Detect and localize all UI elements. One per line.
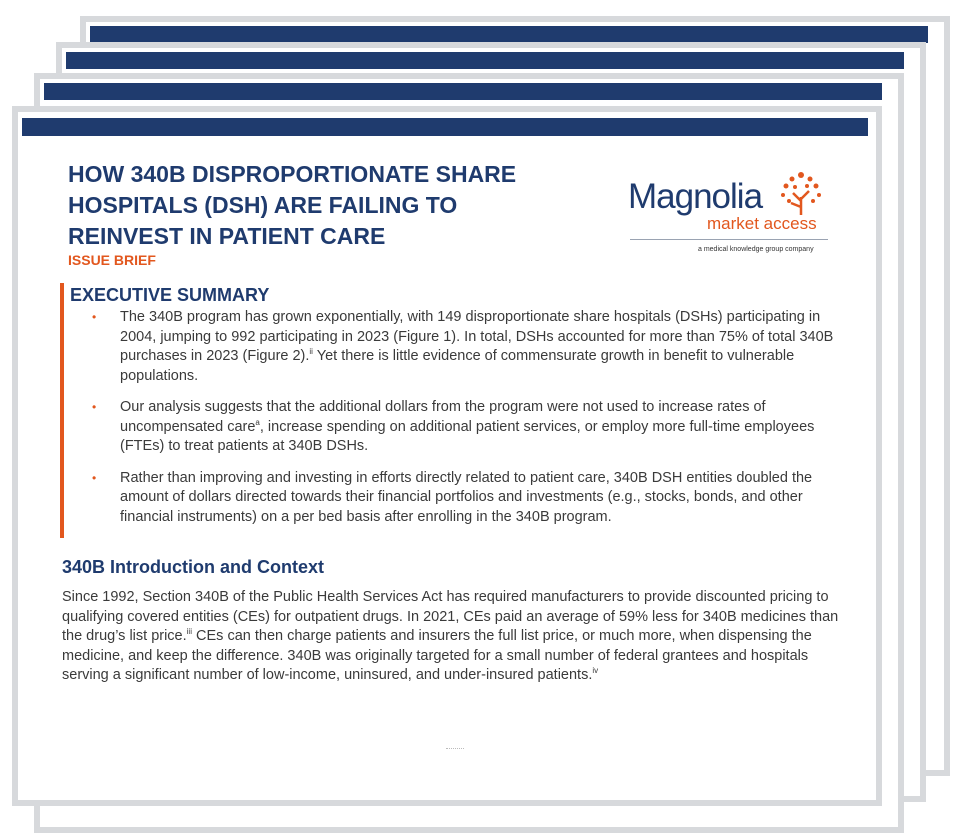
paragraph-text: Since 1992, Section 340B of the Public Health Services Act has required manufacturers to provide discounted pricing to qualifying covered entities (CEs) for outpatient drugs. In 2021, CEs paid an average of 59% less for 340B medicines than the drug’s list price. bbox=[62, 589, 839, 644]
magnolia-logo bbox=[628, 167, 838, 262]
list-item bbox=[90, 469, 850, 528]
bullet-text: Rather than improving and investing in efforts directly related to patient care, 340B DSH entities doubled the amount of dollars directed towards their financial portfolios and investments (e.g., stocks, bonds, and other financial instruments) on a per bed basis after enrolling in the 340B program. bbox=[120, 469, 813, 525]
logo-wordmark: Magnolia bbox=[628, 177, 763, 216]
list-item bbox=[90, 308, 850, 386]
intro-paragraph bbox=[62, 588, 852, 686]
bullet-icon: • bbox=[92, 310, 97, 324]
executive-summary-heading: EXECUTIVE SUMMARY bbox=[70, 285, 270, 305]
bullet-icon: • bbox=[92, 470, 97, 485]
logo-subtitle: market access bbox=[707, 214, 817, 233]
page-content bbox=[18, 112, 876, 800]
document-title bbox=[68, 159, 588, 252]
logo-divider bbox=[630, 239, 828, 240]
bullet-text: The 340B program has grown exponentially, with 149 disproportionate share hospitals (DSHs) participating in 2004, jumping to 992 participating in 2023 (Figure 1). In total, DSHs accounted for more than 75% of total 340B purchases in 2023 (Figure 2). bbox=[120, 309, 834, 364]
bullet-text: Our analysis suggests that the additional dollars from the program were not used to increase rates of uncompensated care bbox=[120, 399, 766, 435]
document-subtitle: ISSUE BRIEF bbox=[68, 252, 156, 268]
section-heading: 340B Introduction and Context bbox=[62, 557, 325, 577]
footnote-ref: iii bbox=[186, 627, 192, 637]
footnote-ref: iv bbox=[592, 666, 599, 676]
page-number-mark bbox=[446, 748, 464, 753]
tree-icon bbox=[771, 167, 831, 217]
title-line: REINVEST IN PATIENT CARE bbox=[68, 223, 386, 249]
footnote-ref: a bbox=[255, 417, 260, 427]
footnote-ref: ii bbox=[309, 347, 313, 357]
bullet-icon: • bbox=[92, 400, 97, 414]
front-page bbox=[12, 106, 882, 806]
page-header-bar bbox=[44, 83, 882, 100]
list-item bbox=[90, 398, 850, 457]
page-header-bar bbox=[66, 52, 904, 69]
executive-summary-list bbox=[90, 308, 850, 539]
bullet-text: Yet there is little evidence of commensurate growth in benefit to vulnerable populations. bbox=[120, 348, 795, 384]
title-line: HOSPITALS (DSH) ARE FAILING TO bbox=[68, 192, 458, 218]
paragraph-text: CEs can then charge patients and insurers the full list price, or much more, when dispensing the medicine, and keep the difference. 340B was originally targeted for a small number of federal grantees and hospitals serving a significant number of low-income, uninsured, and under-insured patients. bbox=[62, 628, 812, 683]
bullet-text: , increase spending on additional patient services, or employ more full-time employees (FTEs) to treat patients at 340B DSHs. bbox=[120, 418, 815, 454]
title-line: HOW 340B DISPROPORTIONATE SHARE bbox=[68, 161, 517, 187]
page-header-bar bbox=[90, 26, 928, 43]
executive-summary-accent-bar bbox=[60, 283, 64, 538]
logo-tagline: a medical knowledge group company bbox=[698, 246, 814, 253]
